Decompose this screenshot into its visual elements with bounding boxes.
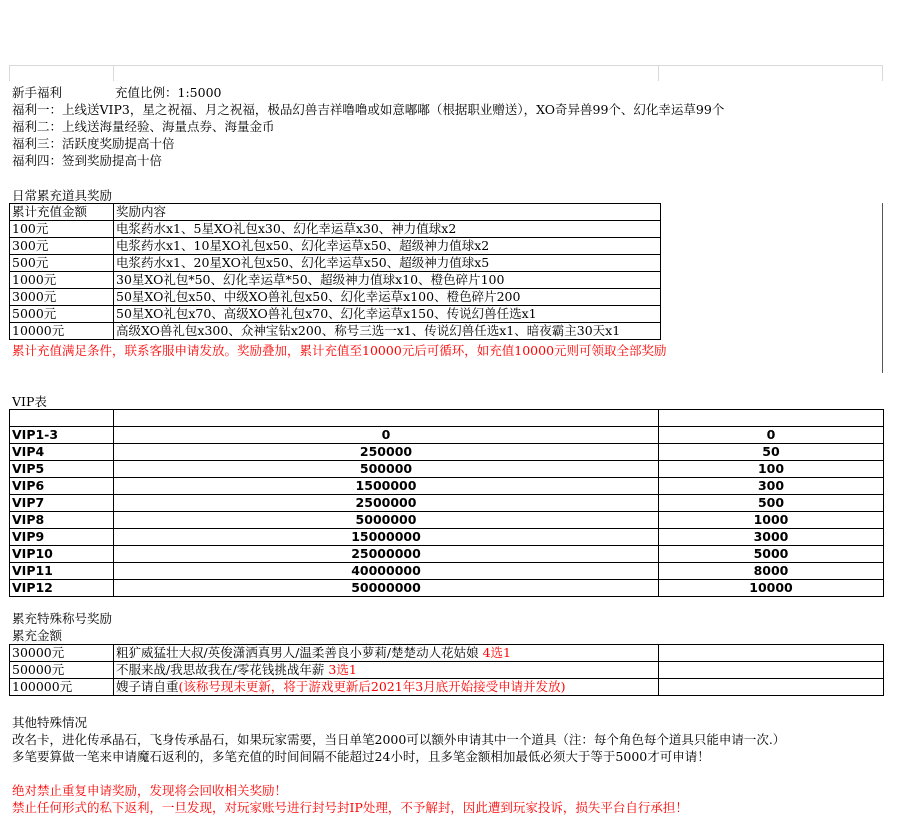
vip-value: 50 <box>659 444 884 461</box>
table-row <box>10 495 884 512</box>
reward-cell: 电浆药水x1、10星XO礼包x50、幻化幸运草x50、超级神力值球x2 <box>114 238 661 255</box>
vip-points: 5000000 <box>114 512 659 529</box>
amount-cell: 500元 <box>10 255 114 272</box>
table-row <box>10 444 884 461</box>
vip-level: VIP10 <box>10 546 114 563</box>
header-amount: 累计充值金额 <box>10 204 114 221</box>
table-row <box>10 645 884 662</box>
vip-points: 250000 <box>114 444 659 461</box>
vip-value: 1000 <box>659 512 884 529</box>
reward-cell: 电浆药水x1、20星XO礼包x50、幻化幸运草x50、超级神力值球x5 <box>114 255 661 272</box>
amount-cell: 300元 <box>10 238 114 255</box>
gridline <box>113 65 114 81</box>
title-rewards-table <box>9 644 884 696</box>
recharge-ratio: 充值比例：1:5000 <box>115 85 222 100</box>
table-row <box>10 512 884 529</box>
warning-1: 绝对禁止重复申请奖励，发现将会回收相关奖励！ <box>12 783 288 798</box>
table-row <box>10 546 884 563</box>
vip-value: 0 <box>659 427 884 444</box>
vip-points: 15000000 <box>114 529 659 546</box>
amount-cell: 100元 <box>10 221 114 238</box>
table-row <box>10 238 661 255</box>
empty-cell <box>659 645 884 662</box>
vip-value: 300 <box>659 478 884 495</box>
vip-value: 10000 <box>659 580 884 597</box>
vip-value: 8000 <box>659 563 884 580</box>
title-options: 粗犷威猛壮大叔/英俊潇洒真男人/温柔善良小萝莉/楚楚动人花姑娘 <box>116 645 483 660</box>
table-row <box>10 323 661 340</box>
vip-level: VIP12 <box>10 580 114 597</box>
amount-cell: 50000元 <box>10 662 114 679</box>
title-cell <box>114 662 659 679</box>
welfare-line-1: 福利一：上线送VIP3，星之祝福、月之祝福，极品幻兽吉祥噜噜或如意嘟嘟（根据职业赠送），XO奇异兽99个、幻化幸运草99个 <box>12 102 725 117</box>
vip-points: 0 <box>114 427 659 444</box>
vip-points: 25000000 <box>114 546 659 563</box>
reward-cell: 50星XO礼包x50、中级XO兽礼包x50、幻化幸运草x100、橙色碎片200 <box>114 289 661 306</box>
choice-note: (该称号现未更新，将于游戏更新后2021年3月底开始接受申请并发放) <box>178 679 566 694</box>
vip-value: 3000 <box>659 529 884 546</box>
vip-level: VIP7 <box>10 495 114 512</box>
amount-cell: 1000元 <box>10 272 114 289</box>
daily-reward-table <box>9 203 661 340</box>
table-row <box>10 563 884 580</box>
vip-points: 1500000 <box>114 478 659 495</box>
warning-2: 禁止任何形式的私下返利，一旦发现，对玩家账号进行封号封IP处理，不予解封，因此遭到玩家投诉，损失平台自行承担！ <box>12 800 688 815</box>
vip-table <box>9 409 884 597</box>
vip-value: 5000 <box>659 546 884 563</box>
vip-points: 500000 <box>114 461 659 478</box>
vip-level: VIP4 <box>10 444 114 461</box>
other-line-1: 改名卡，进化传承晶石，飞身传承晶石，如果玩家需要，当日单笔2000可以额外申请其中一个道具（注：每个角色每个道具只能申请一次.） <box>12 732 786 747</box>
reward-cell: 30星XO礼包*50、幻化幸运草*50、超级神力值球x10、橙色碎片100 <box>114 272 661 289</box>
table-row <box>10 580 884 597</box>
amount-cell: 100000元 <box>10 679 114 696</box>
empty-cell <box>659 679 884 696</box>
vip-level: VIP9 <box>10 529 114 546</box>
amount-cell: 5000元 <box>10 306 114 323</box>
amount-cell: 3000元 <box>10 289 114 306</box>
table-header-row <box>10 204 661 221</box>
vip-level: VIP5 <box>10 461 114 478</box>
table-row <box>10 255 661 272</box>
vip-title: VIP表 <box>12 394 47 409</box>
choice-note: 4选1 <box>482 645 512 660</box>
welfare-heading: 新手福利 <box>12 85 63 100</box>
amount-cell: 10000元 <box>10 323 114 340</box>
vip-level: VIP8 <box>10 512 114 529</box>
choice-note: 3选1 <box>328 662 357 677</box>
vip-level: VIP11 <box>10 563 114 580</box>
welfare-line-2: 福利二：上线送海量经验、海量点券、海量金币 <box>12 119 275 134</box>
table-row <box>10 461 884 478</box>
title-options: 不服来战/我思故我在/零花钱挑战年薪 <box>116 662 329 677</box>
table-row <box>10 529 884 546</box>
title-cell <box>114 645 659 662</box>
vip-value: 100 <box>659 461 884 478</box>
welfare-line-4: 福利四：签到奖励提高十倍 <box>12 153 163 168</box>
daily-title: 日常累充道具奖励 <box>12 188 113 203</box>
reward-cell: 电浆药水x1、5星XO礼包x30、幻化幸运草x30、神力值球x2 <box>114 221 661 238</box>
table-row <box>10 272 661 289</box>
vip-points: 2500000 <box>114 495 659 512</box>
empty-cell <box>659 662 884 679</box>
other-line-2: 多笔要算做一笔来申请魔石返利的，多笔充值的时间间隔不能超过24小时，且多笔金额相加最低必须大于等于5000才可申请！ <box>12 749 710 764</box>
gridline <box>658 65 659 81</box>
reward-cell: 高级XO兽礼包x300、众神宝钻x200、称号三选一x1、传说幻兽任选x1、暗夜霸主30天x1 <box>114 323 661 340</box>
table-row <box>10 679 884 696</box>
vip-value: 500 <box>659 495 884 512</box>
title-options: 嫂子请自重 <box>116 679 179 694</box>
vip-points: 50000000 <box>114 580 659 597</box>
title-rewards-title: 累充特殊称号奖励 <box>12 611 113 626</box>
vip-level: VIP6 <box>10 478 114 495</box>
header-reward: 奖励内容 <box>114 204 661 221</box>
amount-cell: 30000元 <box>10 645 114 662</box>
welfare-line-3: 福利三：活跃度奖励提高十倍 <box>12 136 175 151</box>
table-row <box>10 427 884 444</box>
table-row <box>10 478 884 495</box>
table-row <box>10 221 661 238</box>
gridline <box>882 203 883 373</box>
table-row <box>10 289 661 306</box>
table-row <box>10 306 661 323</box>
reward-cell: 50星XO礼包x70、高级XO兽礼包x70、幻化幸运草x150、传说幻兽任选x1 <box>114 306 661 323</box>
title-rewards-subtitle: 累充金额 <box>12 628 63 643</box>
daily-note: 累计充值满足条件，联系客服申请发放。奖励叠加，累计充值至10000元后可循环，如充值10000元则可领取全部奖励 <box>12 343 667 358</box>
table-row <box>10 662 884 679</box>
sheet-header-row <box>9 65 883 81</box>
vip-level: VIP1-3 <box>10 427 114 444</box>
other-title: 其他特殊情况 <box>12 715 88 730</box>
table-header-row <box>10 410 884 427</box>
title-cell <box>114 679 659 696</box>
vip-points: 40000000 <box>114 563 659 580</box>
